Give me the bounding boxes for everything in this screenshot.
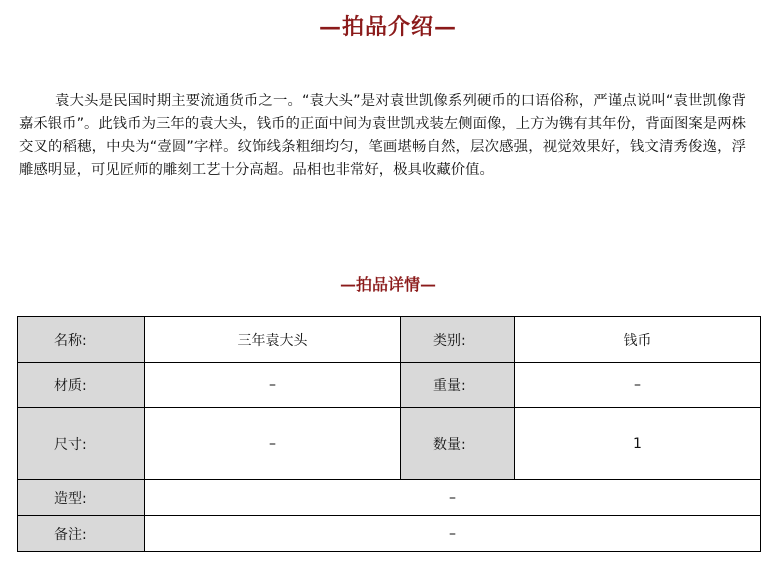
table-row [18, 480, 761, 516]
size-label: 尺寸: [18, 408, 145, 480]
intro-description: 袁大头是民国时期主要流通货币之一。“袁大头”是对袁世凯像系列硬币的口语俗称，严谨点说叫“袁世凯像背嘉禾银币”。此钱币为三年的袁大头，钱币的正面中间为袁世凯戎装左侧面像，上方为镌有其年份，背面图案是两株交叉的稻穗，中央为“壹圆”字样。纹饰线条粗细均匀，笔画堪畅自然，层次感强，视觉效果好，钱文清秀俊逸，浮雕感明显，可见匠师的雕刻工艺十分高超。品相也非常好，极具收藏价值。 [19, 93, 746, 178]
remark-label: 备注: [18, 516, 145, 552]
shape-label: 造型: [18, 480, 145, 516]
size-value: – [145, 408, 401, 480]
details-table [17, 316, 761, 552]
weight-label: 重量: [401, 363, 515, 408]
quantity-value: 1 [515, 408, 761, 480]
material-value: – [145, 363, 401, 408]
table-row [18, 317, 761, 363]
category-value: 钱币 [515, 317, 761, 363]
name-value: 三年袁大头 [145, 317, 401, 363]
remark-value: – [145, 516, 761, 552]
name-label: 名称: [18, 317, 145, 363]
quantity-label: 数量: [401, 408, 515, 480]
table-row [18, 363, 761, 408]
table-row [18, 408, 761, 480]
material-label: 材质: [18, 363, 145, 408]
weight-value: – [515, 363, 761, 408]
table-row [18, 516, 761, 552]
category-label: 类别: [401, 317, 515, 363]
intro-section-title: —拍品介绍— [318, 14, 457, 40]
detail-section-title: —拍品详情— [339, 275, 436, 294]
shape-value: – [145, 480, 761, 516]
